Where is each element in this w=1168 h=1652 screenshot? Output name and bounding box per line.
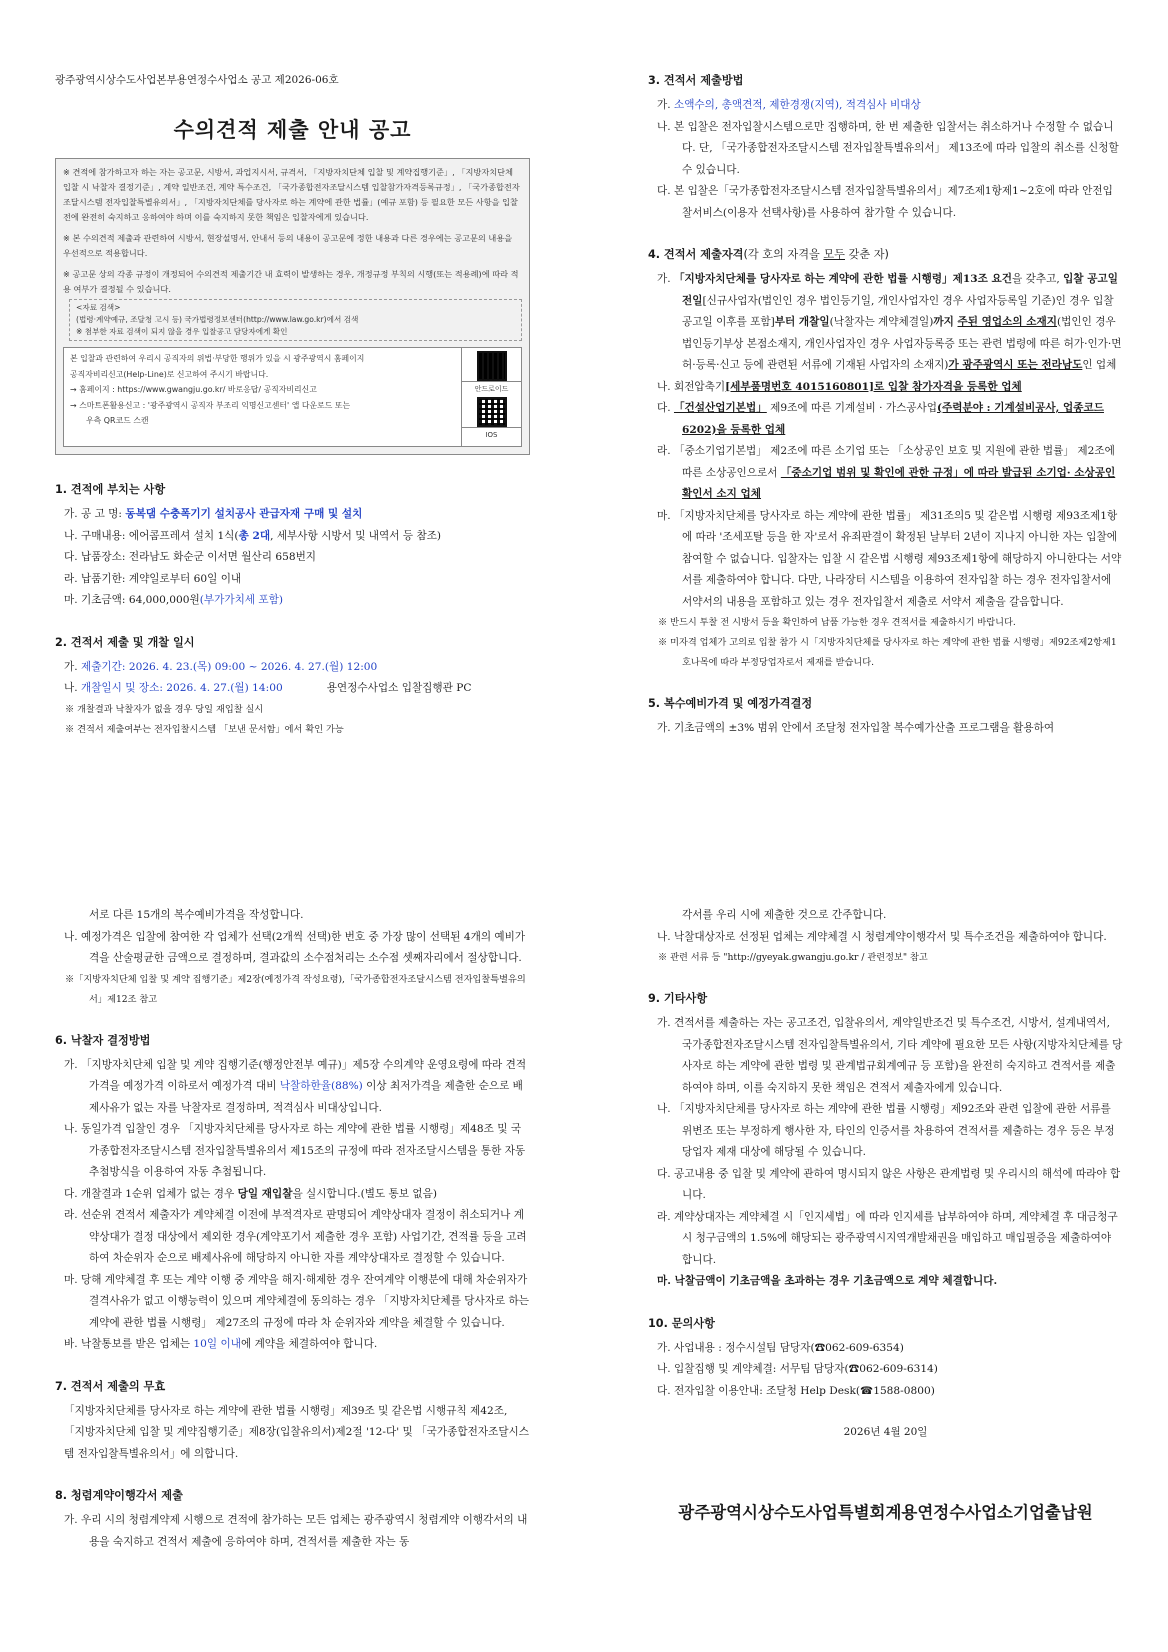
section-10 [648, 1315, 1123, 1403]
note: ※ 견적서 제출여부는 전자입찰시스템 「보낸 문서함」에서 확인 가능 [65, 723, 344, 735]
note: ※ 관련 서류 등 "http://gyeyak.gwangju.go.kr / 관련정보" 참고 [658, 952, 928, 963]
section-heading: 3. 견적서 제출방법 [648, 74, 744, 87]
report-line: 우측 QR코드 스캔 [86, 416, 149, 425]
heading-note: 갖춘 자) [845, 248, 889, 261]
note: ※ 반드시 투찰 전 시방서 등을 확인하여 납품 가능한 경우 견적서를 제출하시기 바랍니다. [658, 617, 1016, 628]
item-label: 나. [64, 682, 81, 694]
item-text: 마. 당해 계약체결 후 또는 계약 이행 중 계약을 해지·해제한 경우 잔여계약 이행분에 대해 차순위자가 결격사유가 없고 이행능력이 있으며 계약체결에 동의하는 경우 「지방자치단체를 당사자로 하는 계약에 관한 법률 시행령」 제27조의 규정에 따라 차 순위자와 계약을 체결할 수 있습니다. [64, 1273, 530, 1329]
section-7 [55, 1378, 530, 1466]
box-note: ※ 견적에 참가하고자 하는 자는 공고문, 시방서, 과업지시서, 규격서, 「지방자치단체 입찰 및 계약집행기준」, 「지방자치단체 입찰 시 낙찰자 결정기준」, 계약 일반조건, 계약 특수조건, 「국가종합전자조달시스템 입찰참가자격등록규정」, 「국가종합전자조달시스템 전자입찰특별유의서」, 「지방자치단체를 당사자로 하는 계약에 관한 법률」(예규 포함) 등 필요한 모든 사항을 입찰 전에 완전히 숙지하고 응하여야 하며 이를 숙지하지 못한 책임은 입찰자에게 있습니다. [63, 167, 520, 222]
reference-search-box [69, 299, 522, 341]
item-text: 마. 「지방자치단체를 당사자로 하는 계약에 관한 법률」 제31조의5 및 같은법 시행령 제93조제1항에 따라 '조세포탈 등을 한 자'로서 유죄판결이 확정된 날부터 2년이 지나지 아니한 자는 입찰에 참여할 수 없습니다. 입찰자는 입찰 시 같은법 시행령 제93조제1항에 해당하지 아니한다는 서약서를 제출하여야 합니다. 다만, 나라장터 시스템을 이용하여 전자입찰 하는 경우 전자입찰서에 서약서의 내용을 포함하고 있는 경우 전자입찰서 제출로 서약서 제출을 갈음합니다. [657, 509, 1122, 608]
report-line: 본 입찰과 관련하여 우리시 공직자의 위법·부당한 행위가 있을 시 광주광역시 홈페이지 [70, 354, 365, 363]
item-text: 다. 공고내용 중 입찰 및 계약에 관하여 명시되지 않은 사항은 관계법령 및 우리시의 해석에 따라야 합니다. [657, 1167, 1121, 1201]
issuing-organization: 광주광역시상수도사업특별회계용연정수사업소기업출납원 [678, 1503, 1093, 1522]
item-text: 부터 개찰일 [774, 316, 830, 328]
section-heading: 10. 문의사항 [648, 1316, 715, 1330]
section-heading: 2. 견적서 제출 및 개찰 일시 [55, 635, 195, 649]
section-heading: 4. 견적서 제출자격 [648, 248, 744, 261]
item-text: 을 실시합니다.(별도 통보 없음) [292, 1187, 437, 1200]
android-label: 안드로이드 [462, 381, 521, 397]
section-4 [648, 246, 1123, 673]
heading-note: (각 호의 자격을 [743, 248, 824, 261]
item-text: 다. 개찰결과 1순위 업체가 없는 경우 [64, 1187, 238, 1200]
item-text: 바. 낙찰통보를 받은 업체는 [64, 1338, 194, 1350]
item-text: 가. 「지방자치단체 입찰 및 계약 집행기준(행정안전부 예규)」제5장 수의계약 운영요령에 따라 견적가격을 예정가격 이하로서 예정가격 대비 [64, 1058, 527, 1092]
report-line: → 스마트폰활용신고 : '광주광역시 공직자 부조리 익명신고센터' 앱 다운로드 또는 [70, 400, 351, 410]
item-text: 입찰 공고일 전일 [682, 273, 1118, 307]
box-note: ※ 본 수의견적 제출과 관련하여 시방서, 현장설명서, 안내서 등의 내용이 공고문에 정한 내용과 다른 경우에는 공고문의 내용을 우선적으로 적용합니다. [63, 233, 513, 258]
vat-note: (부가가치세 포함) [199, 594, 284, 606]
item-text: 을 갖추고, [1012, 273, 1064, 285]
item-label: 가. [657, 99, 674, 111]
reference-line: (법령·계약예규, 조달청 고시 등) 국가법령정보센터(http://www.law.go.kr)에서 검색 [76, 315, 359, 324]
report-line: 공직자비리신고(Help-Line)로 신고하여 주시기 바랍니다. [70, 369, 269, 379]
item-text: 서로 다른 15개의 복수예비가격을 작성합니다. [89, 909, 304, 921]
bid-type: 소액수의, 총액견적, 제한경쟁(지역), 적격심사 비대상 [673, 99, 921, 111]
item-text: 라. 「중소기업기본법」 제2조에 따른 소기업 또는 「소상공인 보호 및 지원에 관한 법률」 제2조에 따른 소상공인으로서 [657, 445, 1115, 479]
page-title: 수의견적 제출 안내 공고 [173, 118, 412, 142]
item-text: 마. 낙찰금액이 기초금액을 초과하는 경우 기초금액으로 계약 체결합니다. [657, 1275, 998, 1287]
item-text: 나. 본 입찰은 전자입찰시스템으로만 집행하며, 한 번 제출한 입찰서는 취소하거나 수정할 수 없습니다. 단, 「국가종합전자조달시스템 전자입찰특별유의서」 제13조에 따라 입찰의 취소를 신청할 수 있습니다. [657, 120, 1119, 176]
item-text: 나. 낙찰대상자로 선정된 업체는 계약체결 시 청렴계약이행각서 및 특수조건을 제출하여야 합니다. [657, 930, 1107, 943]
section-8 [55, 1487, 530, 1553]
contact-line: 다. 전자입찰 이용안내: 조달청 Help Desk(☎1588-0800) [657, 1384, 935, 1397]
section-heading: 9. 기타사항 [648, 992, 708, 1005]
contract-deadline: 10일 이내 [193, 1338, 241, 1350]
reference-line: ※ 첨부한 자료 검색이 되지 않을 경우 입찰공고 담당자에게 확인 [76, 327, 288, 336]
notice-number: 광주광역시상수도사업본부용연정수사업소 공고 제2026-06호 [55, 74, 339, 86]
page2-left [55, 905, 530, 1575]
note: ※ 미자격 업체가 고의로 입찰 참가 시「지방자치단체를 당사자로 하는 계약에 관한 법률 시행령」제92조제2항제1호나목에 따라 부정당업자로서 제재를 받습니다. [658, 637, 1117, 668]
item-text: 라. 계약상대자는 계약체결 시「인지세법」에 따라 인지세를 납부하여야 하며, 계약체결 후 대금청구 시 청구금액의 1.5%에 해당되는 광주광역시지역개발채권을 매입하고 매입필증을 제출하여야 합니다. [657, 1210, 1118, 1266]
law-name: 「건설산업기본법」 [673, 402, 767, 414]
item-text: 가. 견적서를 제출하는 자는 공고조건, 입찰유의서, 계약일반조건 및 특수조건, 시방서, 설계내역서, 국가종합전자조달시스템 전자입찰특별유의서, 기타 계약에 필요한 모든 사항(지방자치단체를 당사자로 하는 계약에 관한 법령 및 관계법규회계예규 등 포함)을 완전히 숙지하고 견적서를 제출하여야 하며, 이를 숙지하지 못한 책임은 견적서 제출자에게 있습니다. [657, 1017, 1123, 1094]
law-name: 「지방자치단체를 당사자로 하는 계약에 관한 법률 시행령」 [673, 273, 953, 285]
item-text: (낙찰자는 계약체결일) [829, 316, 934, 328]
item-text: 라. 선순위 견적서 제출자가 계약체결 이전에 부적격자로 판명되어 계약상대자 결정이 취소되거나 계약상대가 결정 대상에서 제외한 경우(계약포기서 제출한 경우 포함) 사업기간, 견적률 등을 고려하여 차순위자 순으로 배제사유에 해당하지 아니한 자를 계약상대자로 결정할 수 있습니다. [64, 1209, 527, 1264]
quantity: 총 2대 [238, 529, 271, 542]
page1-right [648, 72, 1123, 762]
contact-line: 가. 사업내용 : 정수시설팀 담당자(☎062-609-6354) [657, 1341, 904, 1354]
reference-title: <자료 검색> [76, 303, 121, 312]
notice-date: 2026년 4월 20일 [843, 1426, 928, 1438]
item-text: 이상 최저가격을 제출한 순으로 배제사유가 없는 자를 낙찰자로 결정하며, 적격심사 비대상입니다. [89, 1080, 523, 1114]
note: ※「지방자치단체 입찰 및 계약 집행기준」제2장(예정가격 작성요령),「국가종합전자조달시스템 전자입찰특별유의서」제12조 참고 [65, 973, 526, 1005]
item-label: 가. 공 고 명: [64, 508, 126, 520]
item-text: 나. 동일가격 입찰인 경우 「지방자치단체를 당사자로 하는 계약에 관한 법률 시행령」제48조 및 국가종합전자조달시스템 전자입찰특별유의서 제15조의 규정에 따라 전자조달시스템을 통한 자동추첨방식을 이용하여 자동 추첨됩니다. [64, 1123, 526, 1178]
section-5-cont [55, 905, 530, 1010]
item-text: 「중소기업 범위 및 확인에 관한 규정」에 따라 발급된 소기업· 소상공인 확인서 소지 업체 [682, 466, 1116, 500]
item-text: (주력분야 : 기계설비공사, 업종코드 6202)을 등록한 업체 [682, 402, 1104, 436]
item-label: 가. [64, 660, 81, 673]
section-heading: 5. 복수예비가격 및 예정가격결정 [648, 697, 813, 710]
ios-label: IOS [462, 427, 521, 443]
submission-period: 제출기간: 2026. 4. 23.(목) 09:00 ~ 2026. 4. 27.(월) 12:00 [80, 660, 378, 673]
item-text: 에 계약을 체결하여야 합니다. [240, 1338, 378, 1350]
contact-line: 나. 입찰집행 및 계약체결: 서무팀 담당자(☎062-609-6314) [657, 1363, 938, 1375]
section-3 [648, 72, 1123, 224]
item-text: [세부품명번호 4015160801]로 입찰 참가자격을 등록한 업체 [725, 380, 1022, 393]
report-box [63, 347, 522, 447]
section-8-cont [648, 905, 1123, 968]
item-label: 다. [657, 402, 674, 414]
item-text: 나. 구매내용: 에어콤프레셔 설치 1식( [64, 529, 239, 542]
note: ※ 개찰결과 낙찰자가 없을 경우 당일 재입찰 실시 [65, 703, 264, 715]
section-heading: 8. 청렴계약이행각서 제출 [55, 1489, 183, 1502]
section-heading: 6. 낙찰자 결정방법 [55, 1033, 151, 1047]
notice-box [55, 158, 530, 455]
item-text: 인 업체 [1082, 359, 1117, 371]
page2-right [648, 905, 1123, 1523]
region: 가 광주광역시 또는 전라남도 [948, 359, 1083, 371]
project-name: 동복댐 수충폭기기 설치공사 관급자재 구매 및 설치 [125, 508, 363, 520]
item-text: 각서를 우리 시에 제출한 것으로 간주합니다. [682, 909, 887, 921]
section-6 [55, 1032, 530, 1356]
min-rate: 낙찰하한율(88%) [279, 1080, 363, 1092]
section-2 [55, 634, 530, 740]
item-text: 가. 기초금액의 ±3% 범위 안에서 조달청 전자입찰 복수예가산출 프로그램을 활용하여 [657, 722, 1055, 734]
report-link[interactable]: → 홈페이지 : https://www.gwangju.go.kr/ 바로응답/ 공직자비리신고 [70, 385, 317, 394]
android-qr-code[interactable] [477, 351, 507, 381]
item-label: 가. [657, 273, 674, 285]
item-text: [신규사업자(법인인 경우 법인등기일, 개인사업자인 경우 사업자등록일 기준)인 경우 입찰공고일 이후를 포함] [682, 294, 1114, 328]
opening-datetime: 개찰일시 및 장소: 2026. 4. 27.(월) 14:00 [80, 682, 283, 694]
item-text: 주된 영업소의 소재지 [957, 316, 1057, 328]
item-text: 제9조에 따른 기계설비 · 가스공사업 [766, 402, 938, 414]
item-text: 제13조 요건 [952, 273, 1013, 285]
item-text: 나. 「지방자치단체를 당사자로 하는 계약에 관한 법률 시행령」제92조와 관련 입찰에 관한 서류를 위변조 또는 부정하게 행사한 자, 타인의 인증서를 차용하여 견적서를 제출하는 경우 등은 부정당업자 제재 대상에 해당될 수 있습니다. [657, 1103, 1115, 1158]
item-text: 까지 [933, 316, 958, 328]
section-9 [648, 990, 1123, 1293]
delivery-deadline: 라. 납품기한: 계약일로부터 60일 이내 [64, 572, 242, 585]
section-heading: 7. 견적서 제출의 무효 [55, 1379, 166, 1393]
base-amount: 마. 기초금액: 64,000,000원 [64, 594, 200, 606]
heading-note: 모두 [823, 248, 845, 261]
item-text: (법인인 경우 법인등기부상 본점소재지, 개인사업자인 경우 사업자등록증 또는 관련 법령에 따른 허가·인가·면허·등록·신고 등에 관련된 서류에 기재된 사업자의 소재지) [682, 316, 1122, 371]
item-text: 가. 우리 시의 청렴계약제 시행으로 견적에 참가하는 모든 업체는 광주광역시 청렴계약 이행각서의 내용을 숙지하고 견적서 제출에 응하여야 하며, 견적서를 제출한 자는 동 [64, 1514, 528, 1548]
ios-qr-code[interactable] [477, 397, 507, 427]
section-heading: 1. 견적에 부치는 사항 [55, 483, 166, 496]
item-text: 「지방자치단체를 당사자로 하는 계약에 관한 법률 시행령」제39조 및 같은법 시행규칙 제42조, 「지방자치단체 입찰 및 계약집행기준」제8장(입찰유의서)제2절 '12-다' 및 「국가종합전자조달시스템 전자입찰특별유의서」에 의합니다. [64, 1404, 530, 1460]
box-note: ※ 공고문 상의 각종 규정이 개정되어 수의견적 제출기간 내 효력이 발생하는 경우, 개정규정 부칙의 시행(또는 적용례)에 따라 적용 여부가 결정될 수 있습니다. [63, 269, 519, 294]
delivery-place: 다. 납품장소: 전라남도 화순군 이서면 월산리 658번지 [64, 551, 317, 563]
item-text: 나. 예정가격은 입찰에 참여한 각 업체가 선택(2개씩 선택)한 번호 중 가장 많이 선택된 4개의 예비가격을 산술평균한 금액으로 결정하며, 결과값의 소수점처리는 소수점 셋째자리에서 절상합니다. [64, 930, 526, 964]
item-text: 당일 재입찰 [237, 1187, 293, 1200]
section-1 [55, 481, 530, 612]
opening-place: 용연정수사업소 입찰집행관 PC [326, 682, 472, 694]
item-text: , 세부사항 시방서 및 내역서 등 참조) [270, 529, 442, 542]
section-5 [648, 695, 1123, 740]
page1-left [55, 72, 530, 762]
item-text: 다. 본 입찰은「국가종합전자조달시스템 전자입찰특별유의서」제7조제1항제1~2호에 따라 안전입찰서비스(이용자 선택사항)를 사용하여 참가할 수 있습니다. [657, 185, 1113, 219]
item-text: 나. 회전압축기 [657, 380, 726, 393]
